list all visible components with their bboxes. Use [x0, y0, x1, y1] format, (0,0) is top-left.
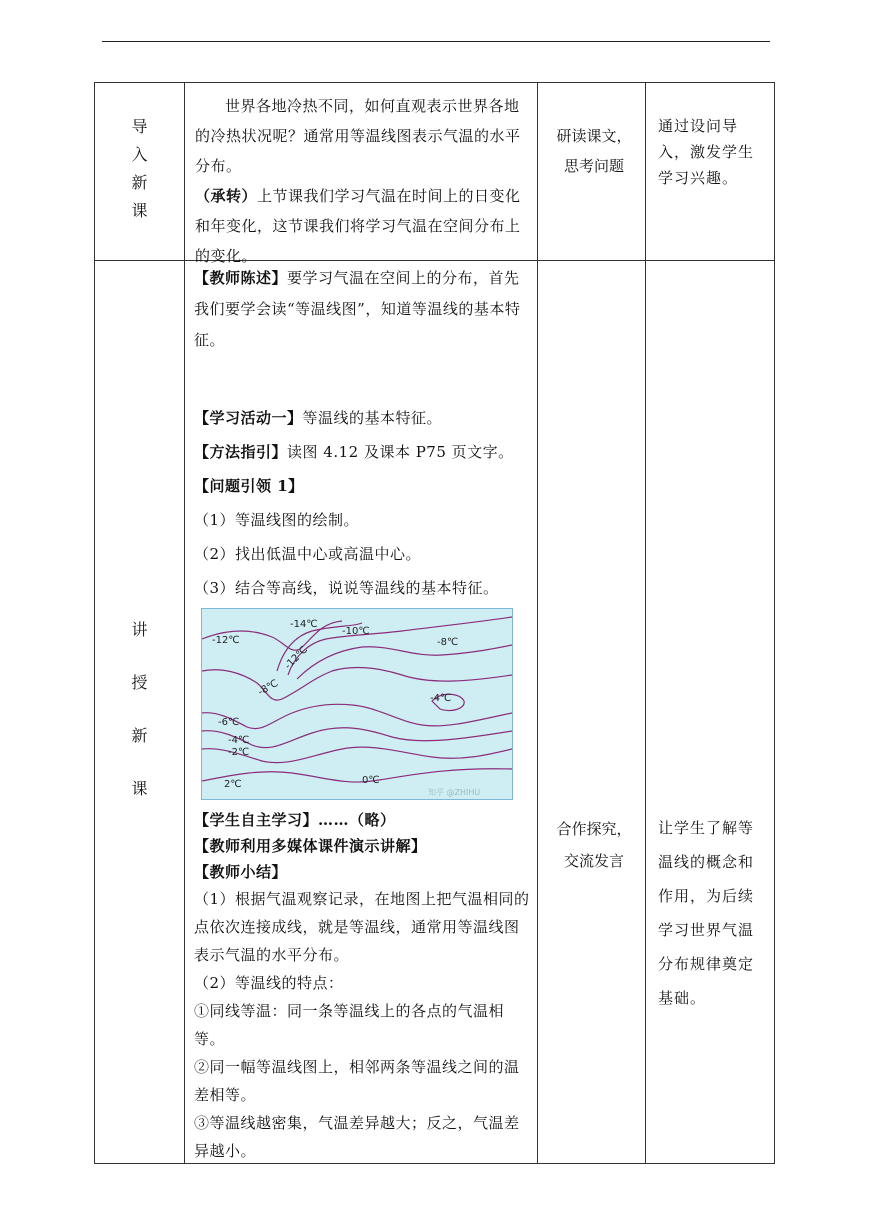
activity-one	[194, 401, 534, 435]
isotherm-label: -4℃	[430, 693, 452, 704]
method-text: 读图 4.12 及课本 P75 页文字。	[287, 443, 514, 461]
stage-char: 讲	[131, 620, 148, 639]
isotherm-line	[202, 668, 512, 701]
self-study-label: 【学生自主学习】……（略）	[194, 811, 396, 829]
intro-purpose: 通过设问导入，激发学生学习兴趣。	[658, 117, 755, 187]
isotherm-label: 0℃	[362, 775, 380, 786]
lecture-activity	[540, 813, 648, 877]
statement-text: 要学习气温在空间上的分布，首先我们要学会读“等温线图”，知道等温线的基本特征。	[194, 269, 521, 349]
activity-line: 思考问题	[563, 157, 624, 175]
statement-label: 【教师陈述】	[194, 269, 288, 287]
stage-char: 课	[131, 779, 148, 798]
activity-one-text: 等温线的基本特征。	[302, 409, 443, 427]
isotherm-label: -10℃	[342, 626, 370, 637]
col-divider-3	[645, 83, 646, 1163]
multimedia-label: 【教师利用多媒体课件演示讲解】	[194, 837, 427, 855]
isotherm-line	[288, 617, 512, 675]
transition-text: 上节课我们学习气温在时间上的日变化和年变化，这节课我们将学习气温在空间分布上的变化。	[195, 187, 521, 265]
isotherm-line	[202, 704, 512, 728]
activity-line: 研读课文，	[556, 127, 632, 145]
header-rule	[102, 41, 770, 42]
isotherm-label: -14℃	[290, 619, 318, 630]
intro-activity	[540, 121, 648, 181]
method-guide	[194, 435, 534, 469]
summary-item: （1）根据气温观察记录，在地图上把气温相同的点依次连接成线，就是等温线，通常用等温线图表示气温的水平分布。	[194, 890, 530, 964]
isotherm-line	[202, 769, 512, 782]
lesson-table	[94, 82, 775, 1164]
lecture-notes	[194, 807, 534, 1165]
isotherm-label: -8℃	[256, 677, 281, 699]
intro-paragraph: 世界各地冷热不同，如何直观表示世界各地的冷热状况呢？通常用等温线图表示气温的水平分布。	[195, 97, 521, 175]
question-item: （1）等温线图的绘制。	[194, 511, 360, 529]
summary-item: ①同线等温：同一条等温线上的各点的气温相等。	[194, 1002, 505, 1048]
summary-item: （2）等温线的特点：	[194, 974, 344, 992]
isotherm-map	[201, 608, 513, 800]
map-watermark: 知乎 @ZHIHU	[428, 788, 481, 797]
activity-line: 交流发言	[563, 852, 624, 870]
stage-char: 入	[131, 145, 148, 164]
isotherm-label: -6℃	[218, 717, 240, 728]
isotherm-label: -12℃	[282, 644, 311, 672]
stage-lecture	[95, 603, 184, 815]
activity-one-block	[194, 401, 534, 605]
activity-line: 合作探究，	[556, 820, 632, 838]
question-label: 【问题引领 1】	[194, 477, 304, 495]
isotherm-label: -12℃	[212, 635, 240, 646]
stage-char: 课	[131, 201, 148, 220]
method-label: 【方法指引】	[194, 443, 288, 461]
stage-char: 导	[131, 117, 148, 136]
isotherm-label: -2℃	[228, 747, 250, 758]
isotherm-line	[297, 645, 512, 679]
teacher-statement	[194, 263, 534, 356]
activity-one-label: 【学习活动一】	[194, 409, 303, 427]
stage-char: 授	[131, 673, 148, 692]
col-divider-1	[184, 83, 185, 1163]
question-item: （2）找出低温中心或高温中心。	[194, 545, 422, 563]
transition-paragraph	[195, 181, 533, 271]
isotherm-label: -8℃	[437, 637, 459, 648]
intro-content	[195, 91, 533, 271]
summary-item: ③等温线越密集，气温差异越大；反之，气温差异越小。	[194, 1114, 520, 1160]
isotherm-label: 2℃	[224, 779, 242, 790]
col-divider-2	[537, 83, 538, 1163]
transition-label: （承转）	[195, 187, 258, 205]
isotherm-map-svg	[202, 609, 512, 799]
isotherm-label: -4℃	[228, 735, 250, 746]
stage-intro	[95, 113, 184, 225]
stage-char: 新	[131, 726, 148, 745]
stage-char: 新	[131, 173, 148, 192]
question-item: （3）结合等高线，说说等温线的基本特征。	[194, 579, 499, 597]
summary-item: ②同一幅等温线图上，相邻两条等温线之间的温差相等。	[194, 1058, 520, 1104]
summary-label: 【教师小结】	[194, 863, 288, 881]
lecture-purpose: 让学生了解等温线的概念和作用，为后续学习世界气温分布规律奠定基础。	[658, 819, 755, 1007]
